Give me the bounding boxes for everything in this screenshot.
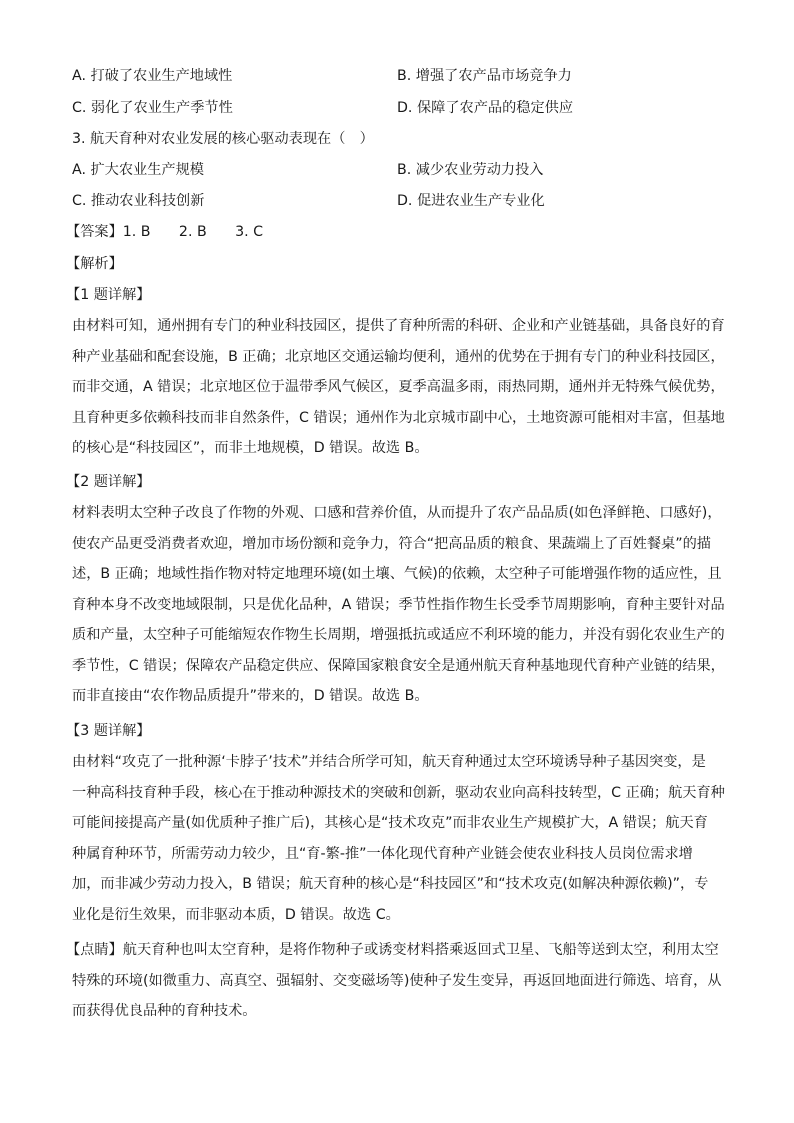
paragraph-line xyxy=(66,940,726,971)
paragraph-line: 特殊的环境(如微重力、高真空、强辐射、交变磁场等)使种子发生变异，再返回地面进行筛选、培育，从 xyxy=(72,972,722,989)
paragraph-line: 业化是衍生效果，而非驱动本质，D 错误。故选 C。 xyxy=(72,906,400,923)
analysis-label: 【解析】 xyxy=(66,256,123,272)
option-b: B. 增强了农产品市场竞争力 xyxy=(397,68,572,84)
paragraph-line: 加，而非减少劳动力投入，B 错误；航天育种的核心是“科技园区”和“技术攻克(如解决种源依赖)”，专 xyxy=(72,876,709,892)
paragraph-line: 一种高科技育种手段，核心在于推动种源技术的突破和创新，驱动农业向高科技转型，C 正确；航天育种 xyxy=(72,784,725,801)
paragraph-line: 材料表明太空种子改良了作物的外观、口感和营养价值，从而提升了农产品品质(如色泽鲜艳、口感好)， xyxy=(72,505,722,521)
paragraph-line: 由材料可知，通州拥有专门的种业科技园区，提供了育种所需的科研、企业和产业链基础，具备良好的育 xyxy=(72,318,725,334)
option-a: A. 打破了农业生产地域性 xyxy=(72,68,233,84)
answer-text: 1. B 2. B 3. C xyxy=(122,224,264,240)
note-label: 【点睛】 xyxy=(66,942,123,958)
detail-3-heading: 【3 题详解】 xyxy=(66,723,151,739)
note-first-line: 航天育种也叫太空育种，是将作物种子或诱变材料搭乘返回式卫星、飞船等送到太空，利用太空 xyxy=(122,942,719,958)
paragraph-line: 而非直接由“农作物品质提升”带来的，D 错误。故选 B。 xyxy=(72,688,429,704)
q3-option-d: D. 促进农业生产专业化 xyxy=(397,193,545,209)
detail-2-heading: 【2 题详解】 xyxy=(66,474,151,490)
answer-line xyxy=(66,222,263,242)
paragraph-line: 述，B 正确；地域性指作物对特定地理环境(如土壤、气候)的依赖，太空种子可能增强作物的适应性，且 xyxy=(72,566,722,582)
option-d: D. 保障了农产品的稳定供应 xyxy=(397,100,574,116)
detail-1-heading: 【1 题详解】 xyxy=(66,287,151,303)
q3-option-b: B. 减少农业劳动力投入 xyxy=(397,162,544,178)
paragraph-line: 种产业基础和配套设施，B 正确；北京地区交通运输均便利，通州的优势在于拥有专门的种业科技园区， xyxy=(72,348,725,365)
answer-label: 【答案】 xyxy=(66,224,123,240)
paragraph-line: 的核心是“科技园区”，而非土地规模，D 错误。故选 B。 xyxy=(72,440,429,456)
note-paragraph xyxy=(66,940,726,1032)
option-c: C. 弱化了农业生产季节性 xyxy=(72,100,233,116)
paragraph-line: 使农产品更受消费者欢迎，增加市场份额和竞争力，符合“把高品质的粮食、果蔬端上了百姓餐桌”的描 xyxy=(72,535,711,552)
paragraph-line: 且育种更多依赖科技而非自然条件，C 错误；通州作为北京城市副中心，土地资源可能相对丰富，但基地 xyxy=(72,409,725,426)
question-3-stem: 3. 航天育种对农业发展的核心驱动表现在（ ） xyxy=(72,131,374,147)
paragraph-line: 季节性，C 错误；保障农产品稳定供应、保障国家粮食安全是通州航天育种基地现代育种产业链的结果， xyxy=(72,657,725,674)
q3-option-c: C. 推动农业科技创新 xyxy=(72,193,205,209)
paragraph-line: 育种本身不改变地域限制，只是优化品种，A 错误；季节性指作物生长受季节周期影响，育种主要针对品 xyxy=(72,596,725,613)
detail-2-paragraph xyxy=(72,503,725,717)
paragraph-line: 种属育种环节，所需劳动力较少，且“育-繁-推”一体化现代育种产业链会使农业科技人员岗位需求增 xyxy=(72,845,693,862)
paragraph-line: 而获得优良品种的育种技术。 xyxy=(72,1003,257,1019)
detail-3-paragraph xyxy=(72,752,725,935)
q3-option-a: A. 扩大农业生产规模 xyxy=(72,162,204,178)
paragraph-line: 由材料“攻克了一批种源‘卡脖子’技术”并结合所学可知，航天育种通过太空环境诱导种子基因突变，是 xyxy=(72,754,706,770)
paragraph-line: 可能间接提高产量(如优质种子推广后)，其核心是“技术攻克”而非农业生产规模扩大，A 错误；航天育 xyxy=(72,815,708,831)
paragraph-line: 质和产量，太空种子可能缩短农作物生长周期，增强抵抗或适应不利环境的能力，并没有弱化农业生产的 xyxy=(72,627,725,643)
paragraph-line: 而非交通，A 错误；北京地区位于温带季风气候区，夏季高温多雨，雨热同期，通州并无特殊气候优势， xyxy=(72,379,725,395)
detail-1-paragraph xyxy=(72,316,725,469)
